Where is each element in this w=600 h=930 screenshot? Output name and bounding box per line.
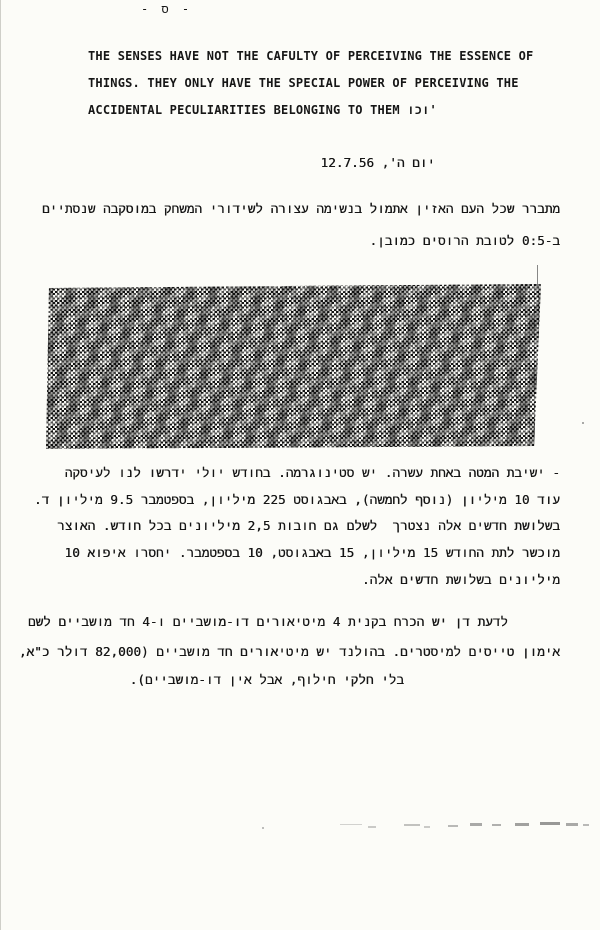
text-line: עוד 10 מיליון (נוסף לחמשה), באבגוסט 225 מיליון, בספטמבר 9.5 מיליון ד. [34,492,560,507]
epigraph-line: THINGS. THEY ONLY HAVE THE SPECIAL POWER OF PERCEIVING THE [88,76,519,90]
scan-artifact [540,822,560,825]
epigraph-line: ACCIDENTAL PECULIARITIES BELONGING TO THEM וכו' [88,103,437,117]
date-line: יום ה', 12.7.56 [320,155,435,170]
text-line: מוכשר לתת החודש 15 מיליון, 15 באבגוסט, 10 בספטמבר. יחסרו איפוא 10 [64,545,560,560]
text-line: בלי חלקי חילוף, אבל אין דו-מושביים). [129,672,404,687]
text-line: מתברר שכל העם האזין אתמול בנשימה עצורה לשידורי המשחק במוסקבה שנסתיים [42,201,560,216]
text-line: - ישיבת המטה באחת עשרה. יש סטינוגרמה. בחודש יולי ידרשו לנו לעיסקה [64,465,560,480]
scan-artifact [537,265,538,287]
scan-artifact [582,422,584,424]
scan-artifact [470,823,482,826]
text-line: ב-0:5 לטובת הרוסים כמובן. [369,233,560,248]
text-line: אימון טייסים למיסטרים. בהולנד יש מיטיאורים חד מושביים (82,000 דולר כ"א, [18,644,560,659]
scan-edge-line [0,0,1,930]
scan-artifact [368,826,376,828]
redacted-block [46,284,541,449]
scan-artifact [340,824,362,825]
scan-artifact [424,826,430,828]
scan-artifact [448,825,458,827]
scan-artifact [566,823,578,826]
scan-artifact [583,824,589,826]
scan-artifact [515,823,529,826]
scan-artifact [404,824,420,826]
page-number: - ס - [141,2,193,16]
text-line: בשלושת חדשים אלה נצטרך לשלם גם חובות 2,5 מיליונים בכל חודש. האוצר [57,518,560,533]
text-line: לדעת דן יש הכרח בקנית 4 מיטיאורים דו-מושביים ו-4 חד מושביים לשם [27,614,508,629]
epigraph-line: THE SENSES HAVE NOT THE CAFULTY OF PERCEIVING THE ESSENCE OF [88,49,534,63]
text-line: מיליונים בשלושת חדשים אלה. [361,572,560,587]
scan-artifact [262,827,264,829]
scan-artifact [492,824,501,826]
